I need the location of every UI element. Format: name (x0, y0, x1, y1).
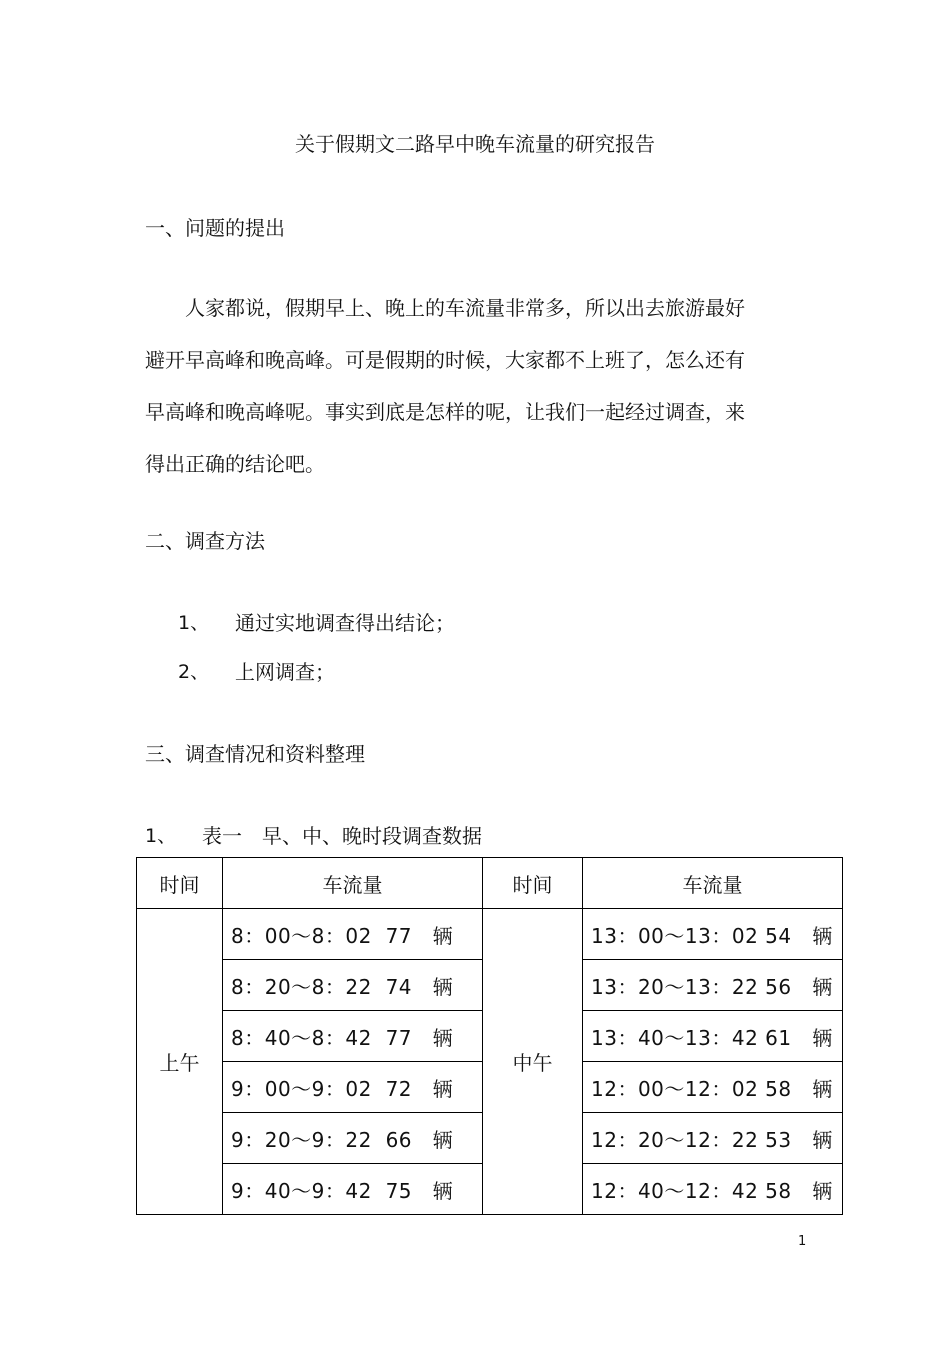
vehicle-count: 77 (385, 1025, 413, 1050)
period-morning: 上午 (137, 909, 223, 1215)
unit: 辆 (432, 1178, 454, 1203)
vehicle-count: 58 (765, 1076, 792, 1101)
noon-cell (583, 1062, 843, 1113)
vehicle-count: 74 (385, 974, 413, 999)
list-item-text: 上网调查； (235, 660, 335, 684)
page-number: 1 (798, 1234, 807, 1249)
morning-cell (223, 1113, 483, 1164)
unit: 辆 (432, 974, 454, 999)
noon-cell (583, 1113, 843, 1164)
time-slot: 13：20～13：22 (591, 974, 759, 999)
header-flow: 车流量 (223, 858, 483, 909)
vehicle-count: 66 (385, 1127, 413, 1152)
time-slot: 9：40～9：42 (231, 1178, 372, 1203)
period-noon: 中午 (483, 909, 583, 1215)
noon-cell (583, 1164, 843, 1215)
vehicle-count: 56 (765, 974, 792, 999)
paragraph-line: 早高峰和晚高峰呢。事实到底是怎样的呢，让我们一起经过调查，来 (145, 400, 745, 424)
time-slot: 9：00～9：02 (231, 1076, 372, 1101)
intro-paragraph (145, 282, 785, 490)
paragraph-line: 避开早高峰和晚高峰。可是假期的时候，大家都不上班了，怎么还有 (145, 348, 745, 372)
time-slot: 12：00～12：02 (591, 1076, 759, 1101)
section-heading-survey: 三、调查情况和资料整理 (145, 742, 365, 766)
unit: 辆 (812, 1025, 833, 1050)
time-slot: 13：00～13：02 (591, 923, 759, 948)
noon-cell (583, 960, 843, 1011)
unit: 辆 (432, 923, 454, 948)
unit: 辆 (432, 1076, 454, 1101)
table-row (137, 909, 843, 960)
vehicle-count: 58 (765, 1178, 792, 1203)
caption-number: 1、 (145, 825, 177, 847)
time-slot: 13：40～13：42 (591, 1025, 759, 1050)
time-slot: 8：20～8：22 (231, 974, 372, 999)
unit: 辆 (432, 1127, 454, 1152)
vehicle-count: 72 (385, 1076, 413, 1101)
unit: 辆 (812, 1127, 833, 1152)
noon-cell (583, 909, 843, 960)
vehicle-count: 77 (385, 923, 413, 948)
header-flow: 车流量 (583, 858, 843, 909)
traffic-table (136, 857, 843, 1215)
paragraph-line: 得出正确的结论吧。 (145, 452, 325, 476)
unit: 辆 (812, 1076, 833, 1101)
time-slot: 8：00～8：02 (231, 923, 372, 948)
vehicle-count: 75 (385, 1178, 413, 1203)
section-heading-problem: 一、问题的提出 (145, 216, 285, 240)
unit: 辆 (812, 923, 833, 948)
header-time: 时间 (483, 858, 583, 909)
morning-cell (223, 1164, 483, 1215)
unit: 辆 (432, 1025, 454, 1050)
header-time: 时间 (137, 858, 223, 909)
morning-cell (223, 960, 483, 1011)
vehicle-count: 53 (765, 1127, 792, 1152)
unit: 辆 (812, 1178, 833, 1203)
section-heading-method: 二、调查方法 (145, 529, 265, 553)
unit: 辆 (812, 974, 833, 999)
morning-cell (223, 1011, 483, 1062)
document-title: 关于假期文二路早中晚车流量的研究报告 (295, 132, 655, 156)
vehicle-count: 54 (765, 923, 792, 948)
table-caption: 表一 早、中、晚时段调查数据 (202, 824, 482, 848)
morning-cell (223, 909, 483, 960)
table-header-row (137, 858, 843, 909)
time-slot: 9：20～9：22 (231, 1127, 372, 1152)
morning-cell (223, 1062, 483, 1113)
time-slot: 8：40～8：42 (231, 1025, 372, 1050)
list-item-text: 通过实地调查得出结论； (235, 611, 455, 635)
paragraph-line: 人家都说，假期早上、晚上的车流量非常多，所以出去旅游最好 (185, 296, 745, 320)
noon-cell (583, 1011, 843, 1062)
list-number: 1、 (178, 612, 210, 634)
vehicle-count: 61 (765, 1025, 792, 1050)
list-number: 2、 (178, 661, 210, 683)
time-slot: 12：40～12：42 (591, 1178, 759, 1203)
time-slot: 12：20～12：22 (591, 1127, 759, 1152)
